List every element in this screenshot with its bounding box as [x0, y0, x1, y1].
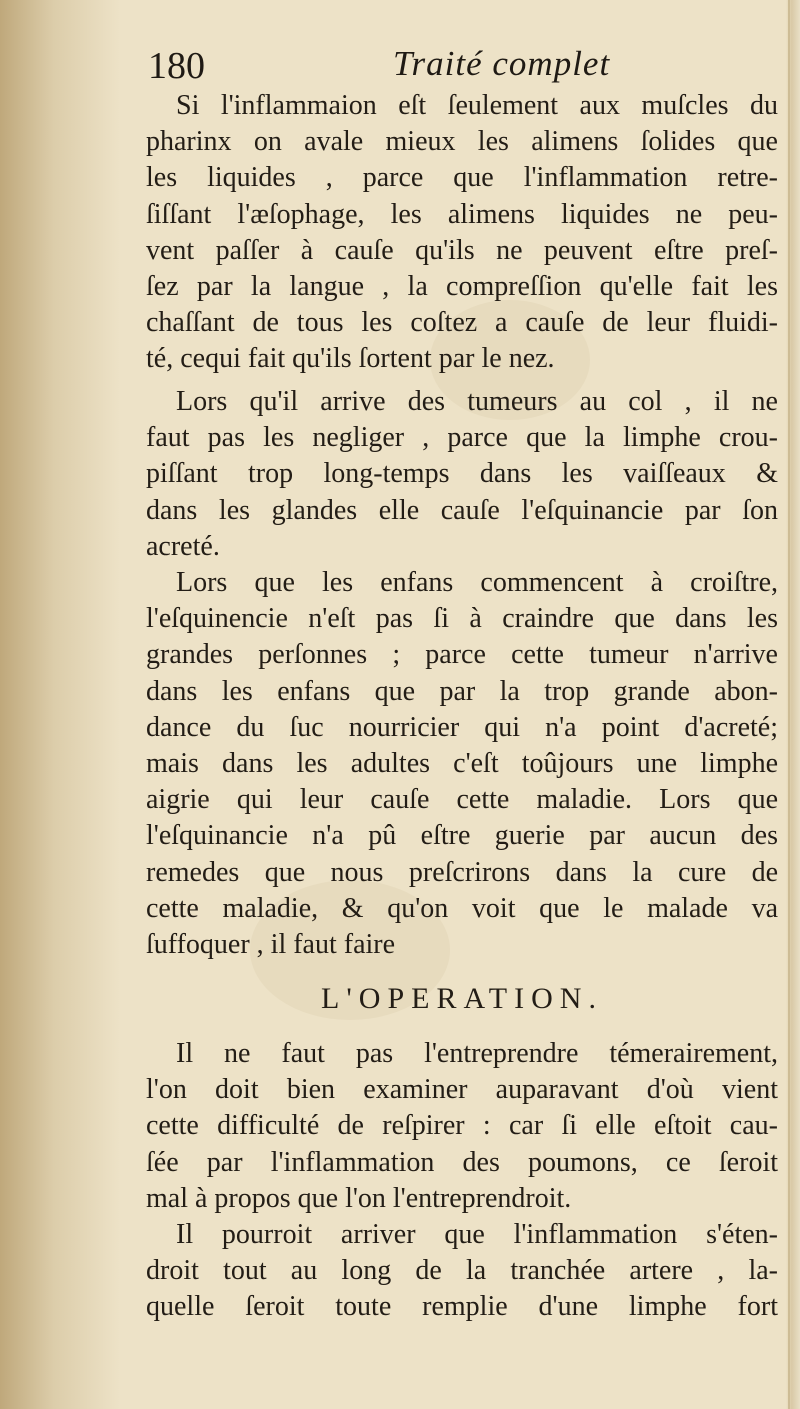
- text-line: vent paſſer à cauſe qu'ils ne peuvent eſtre preſ-: [146, 234, 778, 266]
- paragraph-3: [146, 565, 778, 963]
- text-line: l'eſquinencie n'eſt pas ſi à craindre que dans les: [146, 603, 778, 635]
- text-line: acreté.: [146, 530, 220, 562]
- page-gutter-shadow: [0, 0, 120, 1409]
- text-line: Lors que les enfans commencent à croiſtre,: [176, 567, 778, 598]
- page-fold-line: [788, 0, 790, 1409]
- text-line: té, cequi fait qu'ils ſortent par le nez.: [146, 343, 555, 375]
- text-line: cette maladie, & qu'on voit que le malade va: [146, 892, 778, 924]
- text-line: ſuffoquer , il faut faire: [146, 928, 396, 960]
- text-line: piſſant trop long-temps dans les vaiſſeaux &: [146, 458, 778, 490]
- text-line: droit tout au long de la tranchée artere , la-: [146, 1255, 778, 1287]
- paragraph-1: [146, 88, 778, 378]
- text-line: faut pas les negliger , parce que la limphe crou-: [146, 422, 778, 454]
- text-line: Lors qu'il arrive des tumeurs au col , il ne: [176, 386, 778, 417]
- text-line: grandes perſonnes ; parce cette tumeur n'arrive: [146, 639, 778, 671]
- text-line: cette difficulté de reſpirer : car ſi elle eſtoit cau-: [146, 1110, 778, 1142]
- text-line: les liquides , parce que l'inflammation retre-: [146, 162, 778, 194]
- text-line: ſez par la langue , la compreſſion qu'elle fait les: [146, 270, 778, 302]
- section-heading: L'OPERATION.: [321, 982, 603, 1015]
- text-line: quelle ſeroit toute remplie d'une limphe fort: [146, 1291, 778, 1323]
- text-line: mal à propos que l'on l'entreprendroit.: [146, 1182, 572, 1214]
- text-line: mais dans les adultes c'eſt toûjours une limphe: [146, 747, 778, 779]
- paragraph-2: [146, 384, 778, 565]
- text-line: chaſſant de tous les coſtez a cauſe de leur fluidi-: [146, 307, 778, 339]
- running-head: [148, 44, 638, 87]
- page-number: 180: [148, 45, 205, 87]
- running-title: Traité complet: [393, 44, 611, 83]
- text-line: ſiſſant l'æſophage, les alimens liquides ne peu-: [146, 198, 778, 230]
- paragraph-5: [146, 1217, 778, 1326]
- text-line: Si l'inflammaion eſt ſeulement aux muſcles du: [176, 90, 778, 121]
- text-line: dans les enfans que par la trop grande abon-: [146, 675, 778, 707]
- text-line: dans les glandes elle cauſe l'eſquinancie par ſon: [146, 494, 778, 526]
- text-line: Il ne faut pas l'entreprendre témerairement,: [176, 1038, 778, 1069]
- paragraph-4: [146, 1036, 778, 1217]
- text-line: aigrie qui leur cauſe cette maladie. Lors que: [146, 784, 778, 816]
- text-line: remedes que nous preſcrirons dans la cure de: [146, 856, 778, 888]
- text-line: pharinx on avale mieux les alimens ſolides que: [146, 126, 778, 158]
- text-line: Il pourroit arriver que l'inflammation s'éten-: [176, 1219, 778, 1250]
- text-line: l'on doit bien examiner auparavant d'où vient: [146, 1074, 778, 1106]
- text-line: l'eſquinancie n'a pû eſtre guerie par aucun des: [146, 820, 778, 852]
- text-line: dance du ſuc nourricier qui n'a point d'acreté;: [146, 711, 778, 743]
- text-line: ſée par l'inflammation des poumons, ce ſeroit: [146, 1146, 778, 1178]
